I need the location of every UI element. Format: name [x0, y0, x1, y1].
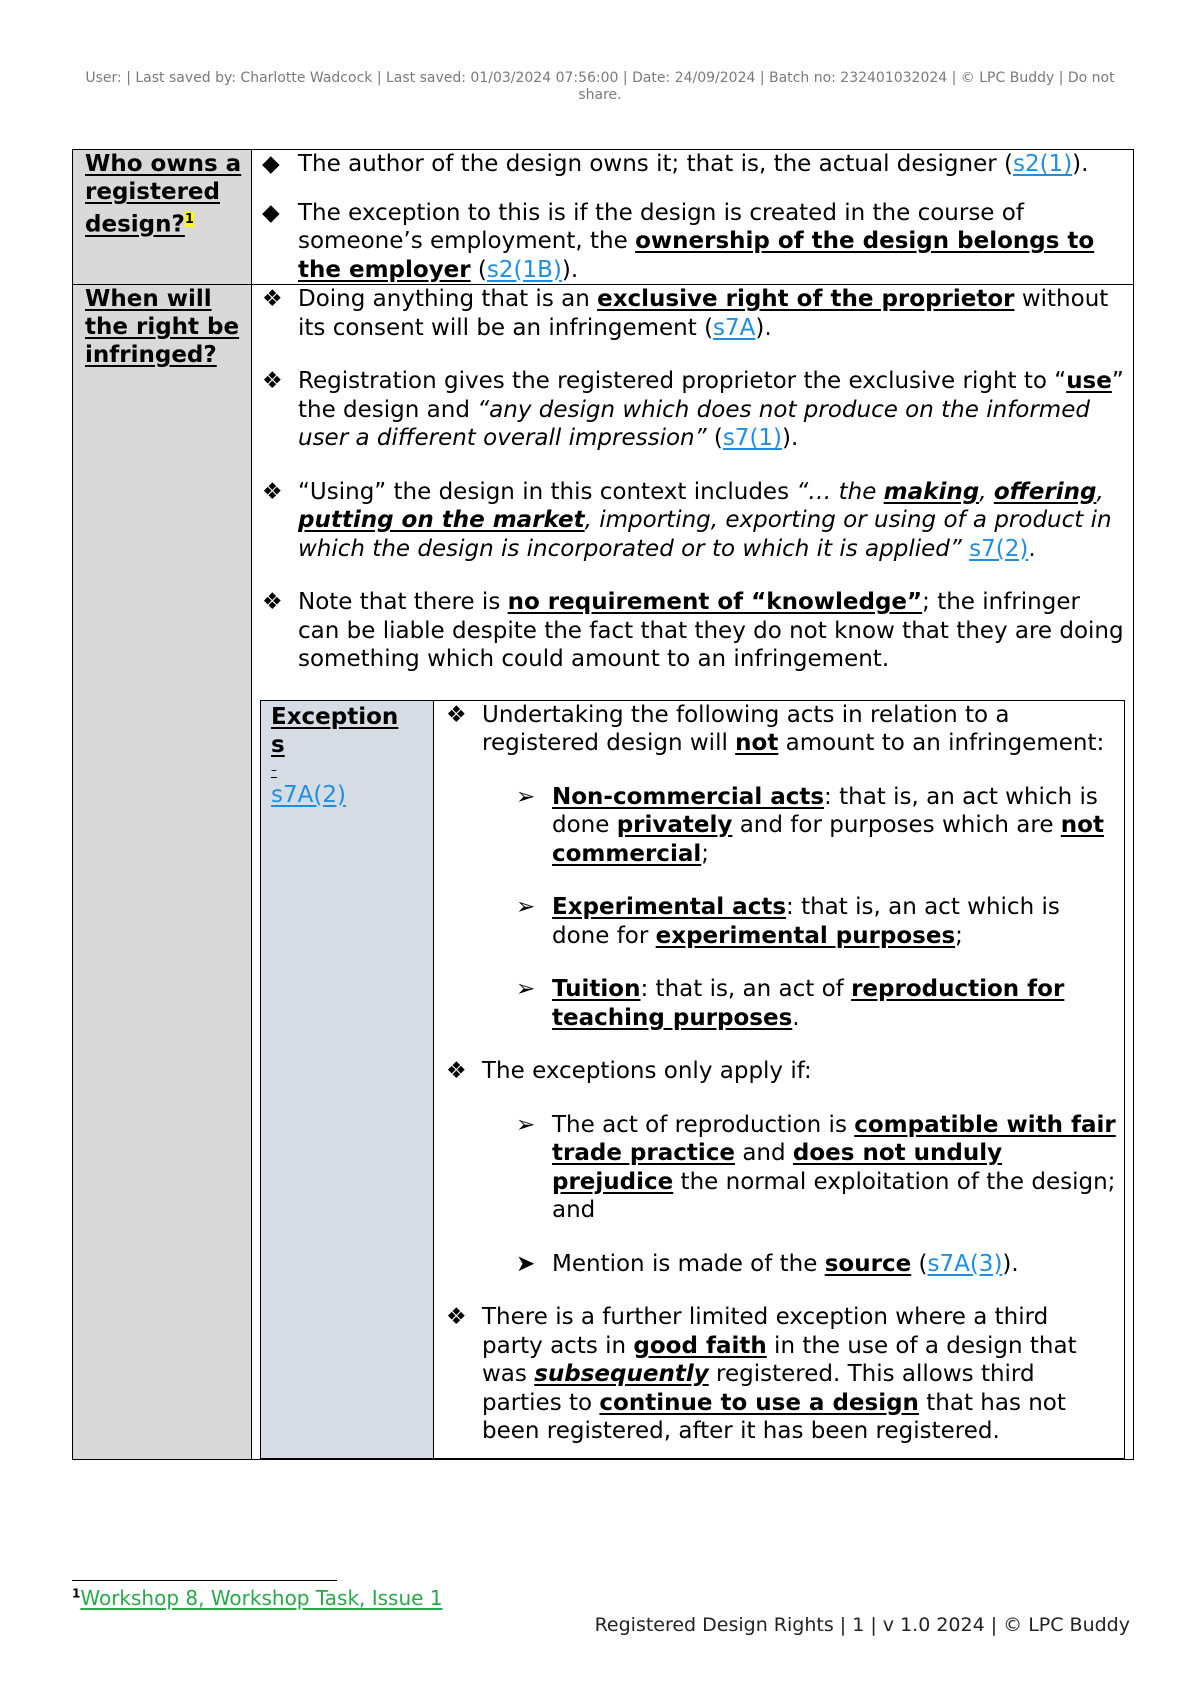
list-item: ❖ Undertaking the following acts in relation to a registered design will not amount to an infringement:: [446, 701, 1105, 756]
list-item: ◆ The exception to this is if the design is created in the course of someone’s employment, the ownership of the design belongs to the employer (s2(1B)).: [262, 199, 1095, 283]
row-label-text: Who owns a registered design?: [85, 151, 242, 238]
diamond-bullet-icon: ◆: [262, 151, 280, 177]
table-row: [73, 285, 1134, 1460]
list-item: ❖ The exceptions only apply if:: [446, 1058, 812, 1084]
list-item: ➢ Experimental acts: that is, an act which is done for experimental purposes;: [516, 894, 1060, 949]
statute-link[interactable]: s7(2): [969, 535, 1029, 562]
exceptions-label: Exception s – s7A(2): [261, 700, 434, 1458]
statute-link[interactable]: s7A(3): [927, 1250, 1003, 1277]
row-label-infringement: [73, 285, 252, 1460]
list-item: ❖ “Using” the design in this context includes “… the making, offering, putting on the market, importing, exporting or using of a product in which the design is incorporated or to which it is applied” s7(2).: [262, 478, 1112, 562]
statute-link[interactable]: s2(1): [1012, 151, 1073, 177]
four-diamond-bullet-icon: ❖: [262, 368, 283, 394]
list-item: ◆ The author of the design owns it; that is, the actual designer (s2(1)).: [262, 151, 1089, 177]
arrow-bullet-icon: ➢: [516, 783, 536, 810]
document-header-meta: User: | Last saved by: Charlotte Wadcock | Last saved: 01/03/2024 07:56:00 | Date: 24/09/2024 | Batch no: 232401032024 | © LPC Buddy | Do not share.: [85, 70, 1115, 103]
four-diamond-bullet-icon: ❖: [262, 478, 283, 505]
footnote-number: 1: [72, 1586, 81, 1601]
list-item: ❖ There is a further limited exception where a third party acts in good faith in the use of a design that was subsequently registered. This allows third parties to continue to use a design that has not been registered, after it has been registered.: [446, 1304, 1077, 1444]
table-row: [73, 150, 1134, 285]
footnote: [72, 1586, 443, 1610]
row-label-ownership: [73, 150, 252, 285]
arrow-bullet-icon: ➢: [516, 1111, 536, 1138]
row-label-text: When will the right be infringed?: [85, 286, 240, 368]
exceptions-table: [260, 700, 1125, 1459]
row-body-ownership: [252, 150, 1134, 285]
statute-link[interactable]: s2(1B): [486, 256, 562, 283]
four-diamond-bullet-icon: ❖: [446, 701, 467, 728]
four-diamond-bullet-icon: ❖: [446, 1304, 467, 1330]
footnote-link[interactable]: Workshop 8, Workshop Task, Issue 1: [80, 1586, 443, 1610]
arrow-bullet-icon: ➢: [516, 976, 536, 1002]
list-item: ❖ Registration gives the registered proprietor the exclusive right to “use” the design and “any design which does not produce on the informed user a different overall impression” (s7(1)).: [262, 368, 1124, 451]
table-row: [261, 700, 1125, 1458]
statute-link[interactable]: s7(1): [722, 425, 783, 451]
list-item: ➢ Tuition: that is, an act of reproduction for teaching purposes.: [516, 976, 1065, 1031]
arrow-bold-bullet-icon: ➤: [516, 1250, 536, 1277]
list-item: ➤ Mention is made of the source (s7A(3)).: [516, 1250, 1019, 1277]
arrow-bullet-icon: ➢: [516, 894, 536, 920]
list-item: ➢ The act of reproduction is compatible with fair trade practice and does not unduly prejudice the normal exploitation of the design; and: [516, 1111, 1116, 1223]
statute-link[interactable]: s7A: [713, 314, 756, 341]
page-footer: Registered Design Rights | 1 | v 1.0 2024 | © LPC Buddy: [594, 1614, 1130, 1636]
footnote-separator: [72, 1580, 337, 1581]
row-body-infringement: [252, 285, 1134, 1460]
content-table: [72, 149, 1134, 1460]
list-item: ➢ Non-commercial acts: that is, an act which is done privately and for purposes which are not commercial;: [516, 783, 1104, 867]
list-item: ❖ Note that there is no requirement of “knowledge”; the infringer can be liable despite the fact that they do not know that they are doing something which could amount to an infringement.: [262, 589, 1124, 672]
four-diamond-bullet-icon: ❖: [446, 1058, 467, 1084]
diamond-bullet-icon: ◆: [262, 199, 280, 226]
four-diamond-bullet-icon: ❖: [262, 286, 283, 312]
footnote-reference[interactable]: 1: [184, 212, 194, 227]
four-diamond-bullet-icon: ❖: [262, 589, 283, 615]
exceptions-body: [434, 700, 1125, 1458]
statute-link[interactable]: s7A(2): [271, 781, 346, 808]
list-item: ❖ Doing anything that is an exclusive right of the proprietor without its consent will be an infringement (s7A).: [262, 286, 1109, 341]
